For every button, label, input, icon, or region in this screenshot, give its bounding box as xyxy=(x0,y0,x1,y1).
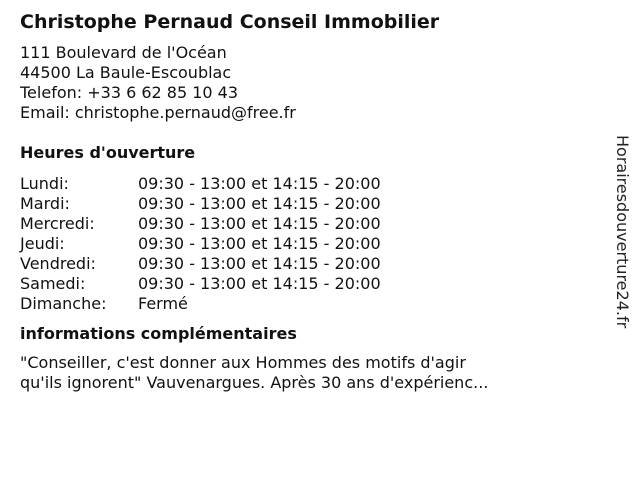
day-hours: 09:30 - 13:00 et 14:15 - 20:00 xyxy=(138,174,381,193)
hours-row-wednesday xyxy=(20,214,381,234)
day-label: Mercredi: xyxy=(20,214,95,233)
opening-hours-heading: Heures d'ouverture xyxy=(20,143,196,162)
business-name: Christophe Pernaud Conseil Immobilier xyxy=(20,11,440,33)
additional-info-heading: informations complémentaires xyxy=(20,324,297,343)
business-card xyxy=(20,10,600,393)
day-label: Samedi: xyxy=(20,274,86,293)
address-street: 111 Boulevard de l'Océan xyxy=(20,43,227,62)
hours-row-friday xyxy=(20,254,381,274)
hours-row-saturday xyxy=(20,274,381,294)
site-watermark: Horairesdouverture24.fr xyxy=(613,135,632,329)
day-hours: 09:30 - 13:00 et 14:15 - 20:00 xyxy=(138,234,381,253)
email-line: Email: christophe.pernaud@free.fr xyxy=(20,103,296,122)
address-city: 44500 La Baule-Escoublac xyxy=(20,63,232,82)
info-line-2: qu'ils ignorent" Vauvenargues. Après 30 ans d'expérienc... xyxy=(20,373,489,392)
hours-row-monday xyxy=(20,174,381,194)
day-hours: Fermé xyxy=(138,294,188,313)
phone-line: Telefon: +33 6 62 85 10 43 xyxy=(20,83,239,102)
opening-hours-table xyxy=(20,174,381,314)
day-label: Jeudi: xyxy=(20,234,65,253)
day-label: Dimanche: xyxy=(20,294,107,313)
day-hours: 09:30 - 13:00 et 14:15 - 20:00 xyxy=(138,274,381,293)
day-label: Mardi: xyxy=(20,194,70,213)
info-line-1: "Conseiller, c'est donner aux Hommes des motifs d'agir xyxy=(20,353,466,372)
day-label: Vendredi: xyxy=(20,254,96,273)
additional-info-text xyxy=(20,353,600,393)
hours-row-sunday xyxy=(20,294,381,314)
hours-row-thursday xyxy=(20,234,381,254)
hours-row-tuesday xyxy=(20,194,381,214)
day-hours: 09:30 - 13:00 et 14:15 - 20:00 xyxy=(138,214,381,233)
day-hours: 09:30 - 13:00 et 14:15 - 20:00 xyxy=(138,254,381,273)
day-hours: 09:30 - 13:00 et 14:15 - 20:00 xyxy=(138,194,381,213)
day-label: Lundi: xyxy=(20,174,69,193)
